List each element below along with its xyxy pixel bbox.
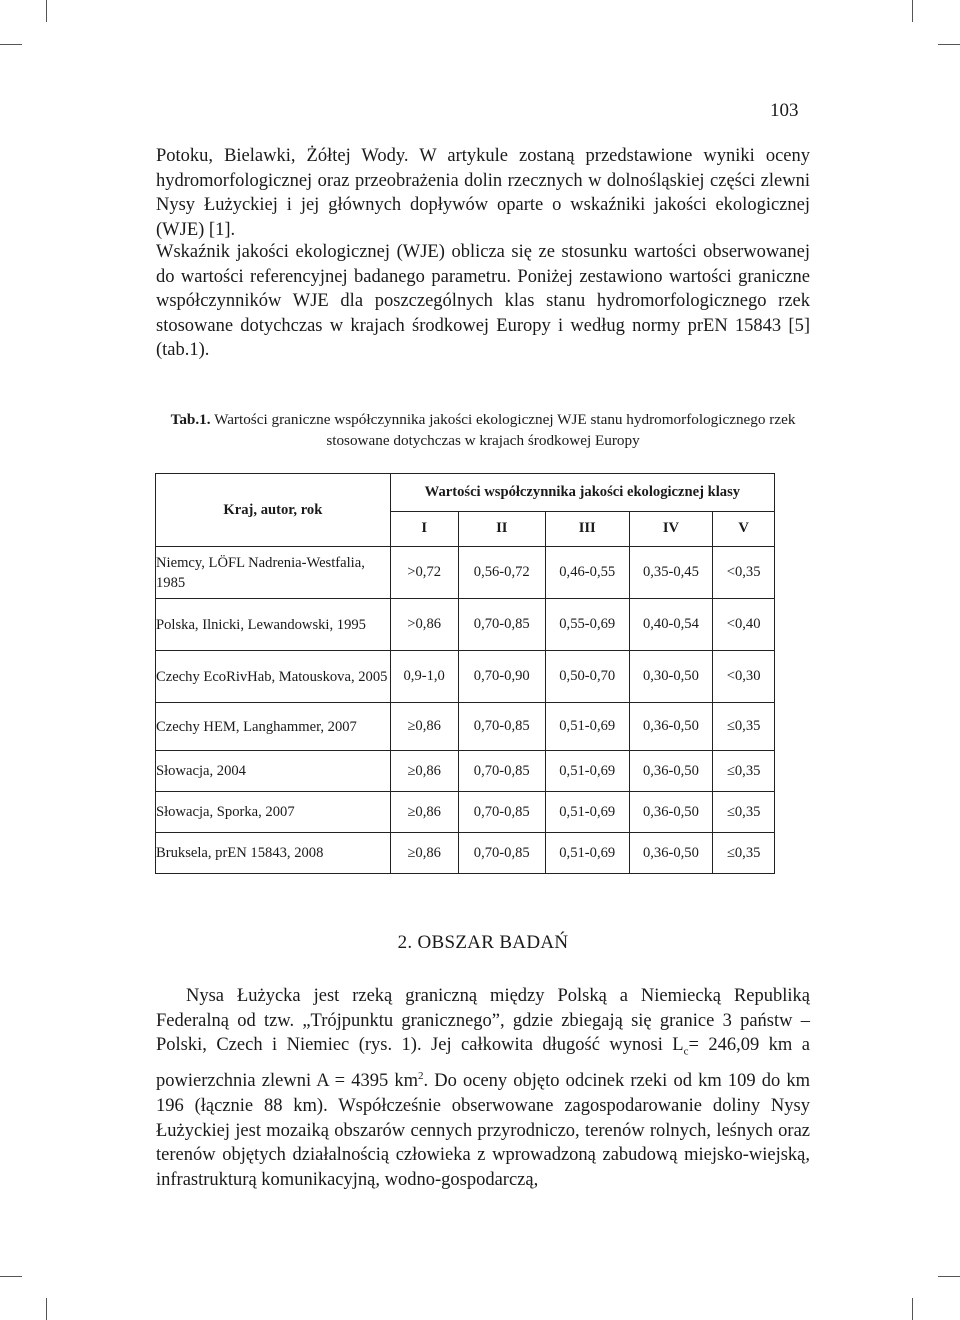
crop-mark <box>938 1276 960 1277</box>
section-title: 2. OBSZAR BADAŃ <box>397 932 569 953</box>
table-label: Tab.1. <box>170 411 211 428</box>
value-cell: 0,70-0,90 <box>458 651 545 703</box>
country-cell: Czechy HEM, Langhammer, 2007 <box>156 703 391 751</box>
crop-mark <box>912 1298 913 1320</box>
value-cell: ≤0,35 <box>713 833 775 874</box>
value-cell: >0,72 <box>390 547 458 599</box>
table-caption-text: Wartości graniczne współczynnika jakości ekologicznej WJE stanu hydromorfologicznego rzek stosowane dotychczas w krajach środkowej Europy <box>214 411 796 449</box>
value-cell: 0,70-0,85 <box>458 792 545 833</box>
paragraph-wje: Wskaźnik jakości ekologicznej (WJE) oblicza się ze stosunku wartości obserwowanej do wartości referencyjnej badanego parametru. Poniżej zestawiono wartości graniczne współczynników WJE dla poszczególnych klas stanu hydromorfologicznego rzek stosowane dotychczas w krajach środkowej Europy i według normy prEN 15843 [5] (tab.1). <box>156 242 810 361</box>
paragraph-intro: Potoku, Bielawki, Żółtej Wody. W artykule zostaną przedstawione wyniki oceny hydromorfologicznej oraz przeobrażenia dolin rzecznych w dolnośląskiej części zlewni Nysy Łużyckiej i jej głównych dopływów oparte o wskaźniki jakości ekologicznej (WJE) [1]. <box>156 146 810 240</box>
crop-mark <box>46 0 47 22</box>
header-class: III <box>545 511 629 546</box>
value-cell: 0,36-0,50 <box>629 833 713 874</box>
value-cell: 0,50-0,70 <box>545 651 629 703</box>
paragraph-part: = 246,09 km a powierzchnia zlewni A = 4395 km <box>156 1035 810 1092</box>
paragraph-part: Nysa Łużycka jest rzeką graniczną między Polską a Niemiecką Republiką Federalną od tzw. „Trójpunktu granicznego”, gdzie zbiegają się granice 3 państw – Polski, Czech i Niemiec (rys. 1). Jej całkowita długość wynosi L <box>156 986 810 1056</box>
table-row <box>156 599 775 651</box>
crop-mark <box>0 44 22 45</box>
subscript: c <box>683 1045 689 1058</box>
value-cell: 0,70-0,85 <box>458 751 545 792</box>
page-number: 103 <box>770 100 799 121</box>
crop-mark <box>46 1298 47 1320</box>
table-row <box>156 547 775 599</box>
value-cell: 0,40-0,54 <box>629 599 713 651</box>
value-cell: 0,36-0,50 <box>629 792 713 833</box>
country-cell: Bruksela, prEN 15843, 2008 <box>156 833 391 874</box>
crop-mark <box>0 1276 22 1277</box>
country-cell: Czechy EcoRivHab, Matouskova, 2005 <box>156 651 391 703</box>
country-cell: Słowacja, 2004 <box>156 751 391 792</box>
value-cell: ≥0,86 <box>390 833 458 874</box>
header-group: Wartości współczynnika jakości ekologicznej klasy <box>390 474 774 512</box>
value-cell: 0,55-0,69 <box>545 599 629 651</box>
value-cell: 0,70-0,85 <box>458 833 545 874</box>
value-cell: 0,51-0,69 <box>545 833 629 874</box>
header-class: IV <box>629 511 713 546</box>
country-cell: Polska, Ilnicki, Lewandowski, 1995 <box>156 599 391 651</box>
header-country: Kraj, autor, rok <box>156 474 391 547</box>
value-cell: 0,36-0,50 <box>629 751 713 792</box>
value-cell: >0,86 <box>390 599 458 651</box>
header-class: V <box>713 511 775 546</box>
wje-table <box>155 473 775 874</box>
value-cell: 0,70-0,85 <box>458 599 545 651</box>
paragraph-part: . Do oceny objęto odcinek rzeki od km 109 do km 196 (łącznie 88 km). Współcześnie obserwowane zagospodarowanie doliny Nysy Łużyckiej jest mozaiką obszarów cennych przyrodniczo, terenów rolnych, leśnych oraz terenów objętych działalnością człowieka z wprowadzoną zabudową miejsko-wiejską, infrastrukturą komunikacyjną, wodno-gospodarczą, <box>156 1071 810 1190</box>
value-cell: 0,30-0,50 <box>629 651 713 703</box>
table-row <box>156 651 775 703</box>
value-cell: ≥0,86 <box>390 703 458 751</box>
value-cell: 0,36-0,50 <box>629 703 713 751</box>
value-cell: 0,51-0,69 <box>545 751 629 792</box>
crop-mark <box>938 44 960 45</box>
value-cell: <0,35 <box>713 547 775 599</box>
header-class: II <box>458 511 545 546</box>
country-cell: Słowacja, Sporka, 2007 <box>156 792 391 833</box>
value-cell: 0,46-0,55 <box>545 547 629 599</box>
value-cell: ≤0,35 <box>713 751 775 792</box>
country-cell: Niemcy, LÖFL Nadrenia-Westfalia, 1985 <box>156 547 391 599</box>
value-cell: 0,51-0,69 <box>545 792 629 833</box>
value-cell: <0,30 <box>713 651 775 703</box>
value-cell: 0,9-1,0 <box>390 651 458 703</box>
table-caption <box>156 409 810 451</box>
value-cell: ≤0,35 <box>713 792 775 833</box>
header-class: I <box>390 511 458 546</box>
superscript: 2 <box>418 1070 424 1083</box>
value-cell: 0,51-0,69 <box>545 703 629 751</box>
value-cell: ≥0,86 <box>390 792 458 833</box>
paragraph-study-area <box>156 984 810 1193</box>
value-cell: 0,70-0,85 <box>458 703 545 751</box>
value-cell: 0,35-0,45 <box>629 547 713 599</box>
value-cell: 0,56-0,72 <box>458 547 545 599</box>
value-cell: ≥0,86 <box>390 751 458 792</box>
table-row <box>156 792 775 833</box>
table-row <box>156 833 775 874</box>
table-row <box>156 703 775 751</box>
value-cell: ≤0,35 <box>713 703 775 751</box>
table-row <box>156 751 775 792</box>
value-cell: <0,40 <box>713 599 775 651</box>
crop-mark <box>912 0 913 22</box>
